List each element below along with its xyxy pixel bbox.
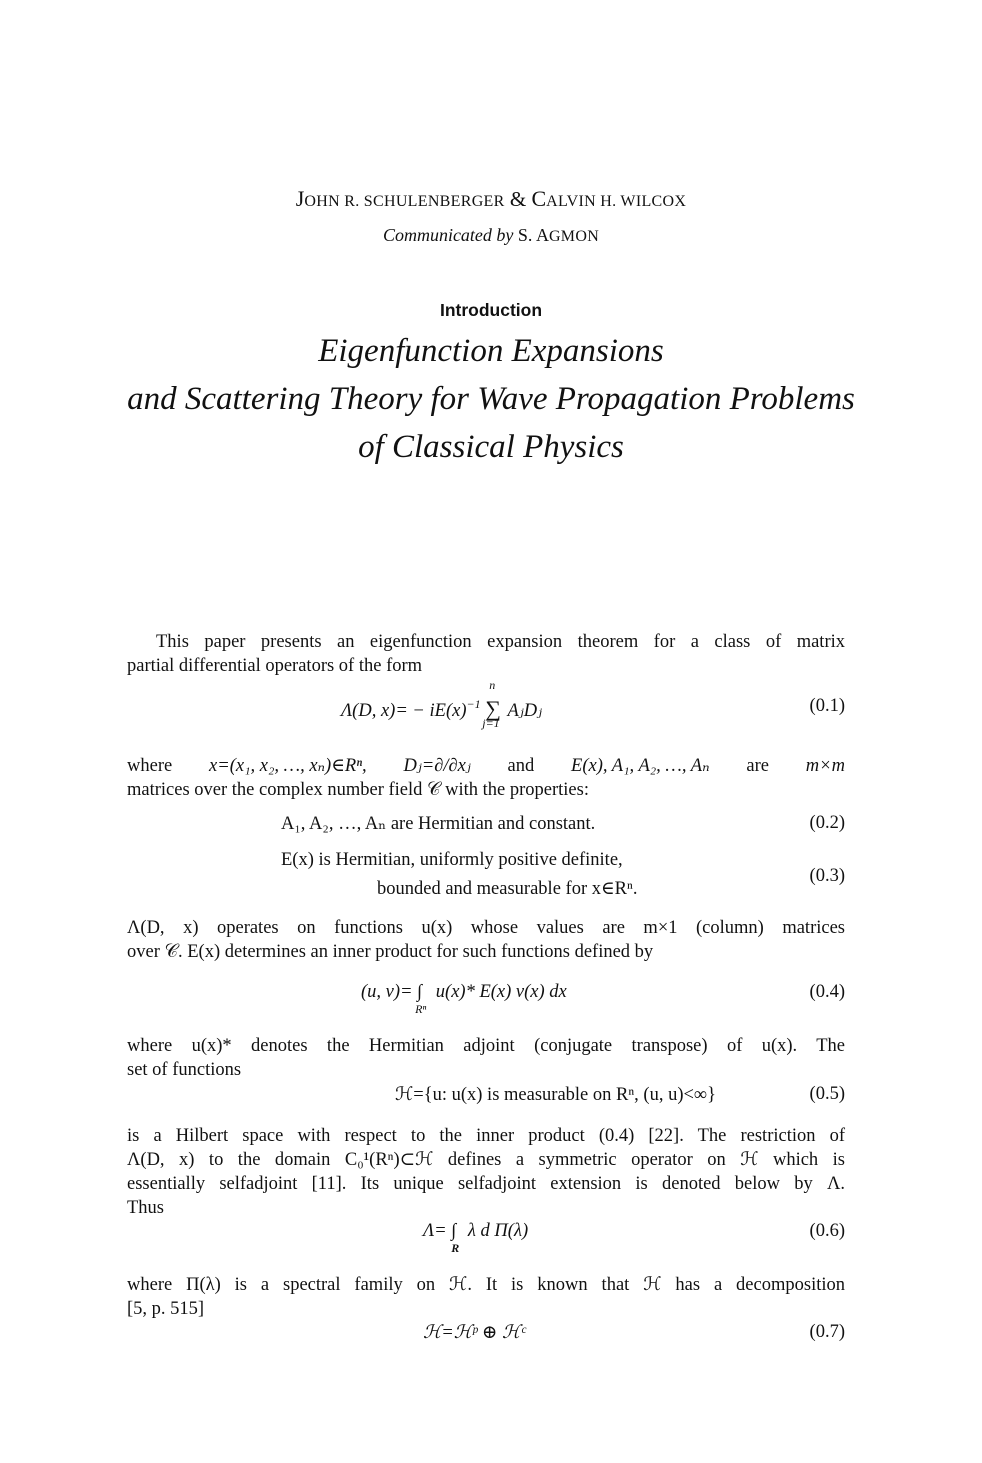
paragraph-4-line-3: essentially selfadjoint [11]. Its unique selfadjoint extension is denoted below by Λ.: [127, 1174, 845, 1194]
paragraph-5-line-2: [5, p. 515]: [127, 1299, 205, 1319]
equation-number: (0.3): [809, 866, 845, 886]
equation-0-4: (u, v)= ∫ Rⁿ u(x)* E(x) v(x) dx (0.4): [361, 982, 845, 1016]
authors: JOHN R. SCHULENBERGER & CALVIN H. WILCOX: [295, 186, 687, 211]
equation-0-1: Λ(D, $x)= - iE(x)^{-1}$ ∑ n j=1 AⱼDⱼ (0.1): [341, 678, 845, 730]
paragraph-4-line-2: Λ(D, x) to the domain C₀¹(Rⁿ)⊂ℋ defines a symmetric operator on ℋ which is: [127, 1150, 845, 1170]
equation-0-5: ℋ={u: u(x) is measurable on Rⁿ, (u, u)<∞} (0.5): [395, 1084, 845, 1105]
equation-number: (0.7): [809, 1322, 845, 1342]
section-heading: Introduction: [439, 300, 543, 320]
equation-number: (0.4): [809, 982, 845, 1002]
equation-number: (0.2): [809, 813, 845, 833]
paragraph-2-line-1: Λ(D, x) operates on functions u(x) whose values are m×1 (column) matrices: [127, 918, 845, 938]
paragraph-4-line-1: is a Hilbert space with respect to the inner product (0.4) [22]. The restriction of: [127, 1126, 845, 1146]
paragraph-where-line-2: matrices over the complex number field 𝒞 with the properties:: [127, 780, 589, 800]
equation-0-7: ℋ=ℋᵖ ⊕ ℋᶜ (0.7): [423, 1322, 845, 1343]
equation-number: (0.6): [809, 1221, 845, 1241]
equation-0-3: E(x) is Hermitian, uniformly positive definite, bounded and measurable for x∈Rⁿ. (0.3): [281, 850, 845, 899]
paragraph-4-line-4: Thus: [127, 1198, 164, 1218]
equation-0-6: Λ= ∫ R λ d Π(λ) (0.6): [423, 1221, 845, 1255]
equation-0-2: A₁, A₂, …, Aₙ are Hermitian and constant. (0.2): [281, 813, 845, 834]
title-line-3: of Classical Physics: [358, 429, 624, 465]
title-line-2: and Scattering Theory for Wave Propagation Problems: [127, 381, 855, 417]
communicated-by: Communicated by S. AGMON: [382, 225, 600, 245]
paragraph-1-line-2: partial differential operators of the form: [127, 656, 423, 676]
paragraph-where-line-1: where x=(x₁, x₂, …, xₙ)∈Rⁿ, Dⱼ=∂/∂xⱼ and E(x), A₁, A₂, …, Aₙ are m×m: [127, 756, 845, 776]
paragraph-1-line-1: This paper presents an eigenfunction expansion theorem for a class of matrix: [156, 632, 845, 652]
equation-number: (0.1): [809, 696, 845, 716]
title-line-1: Eigenfunction Expansions: [318, 333, 664, 369]
paragraph-3-line-2: set of functions: [127, 1060, 242, 1080]
paragraph-3-line-1: where u(x)* denotes the Hermitian adjoint (conjugate transpose) of u(x). The: [127, 1036, 845, 1056]
paragraph-5-line-1: where Π(λ) is a spectral family on ℋ. It is known that ℋ has a decomposition: [127, 1275, 845, 1295]
equation-number: (0.5): [809, 1084, 845, 1104]
paragraph-2-line-2: over 𝒞. E(x) determines an inner product for such functions defined by: [127, 942, 654, 962]
